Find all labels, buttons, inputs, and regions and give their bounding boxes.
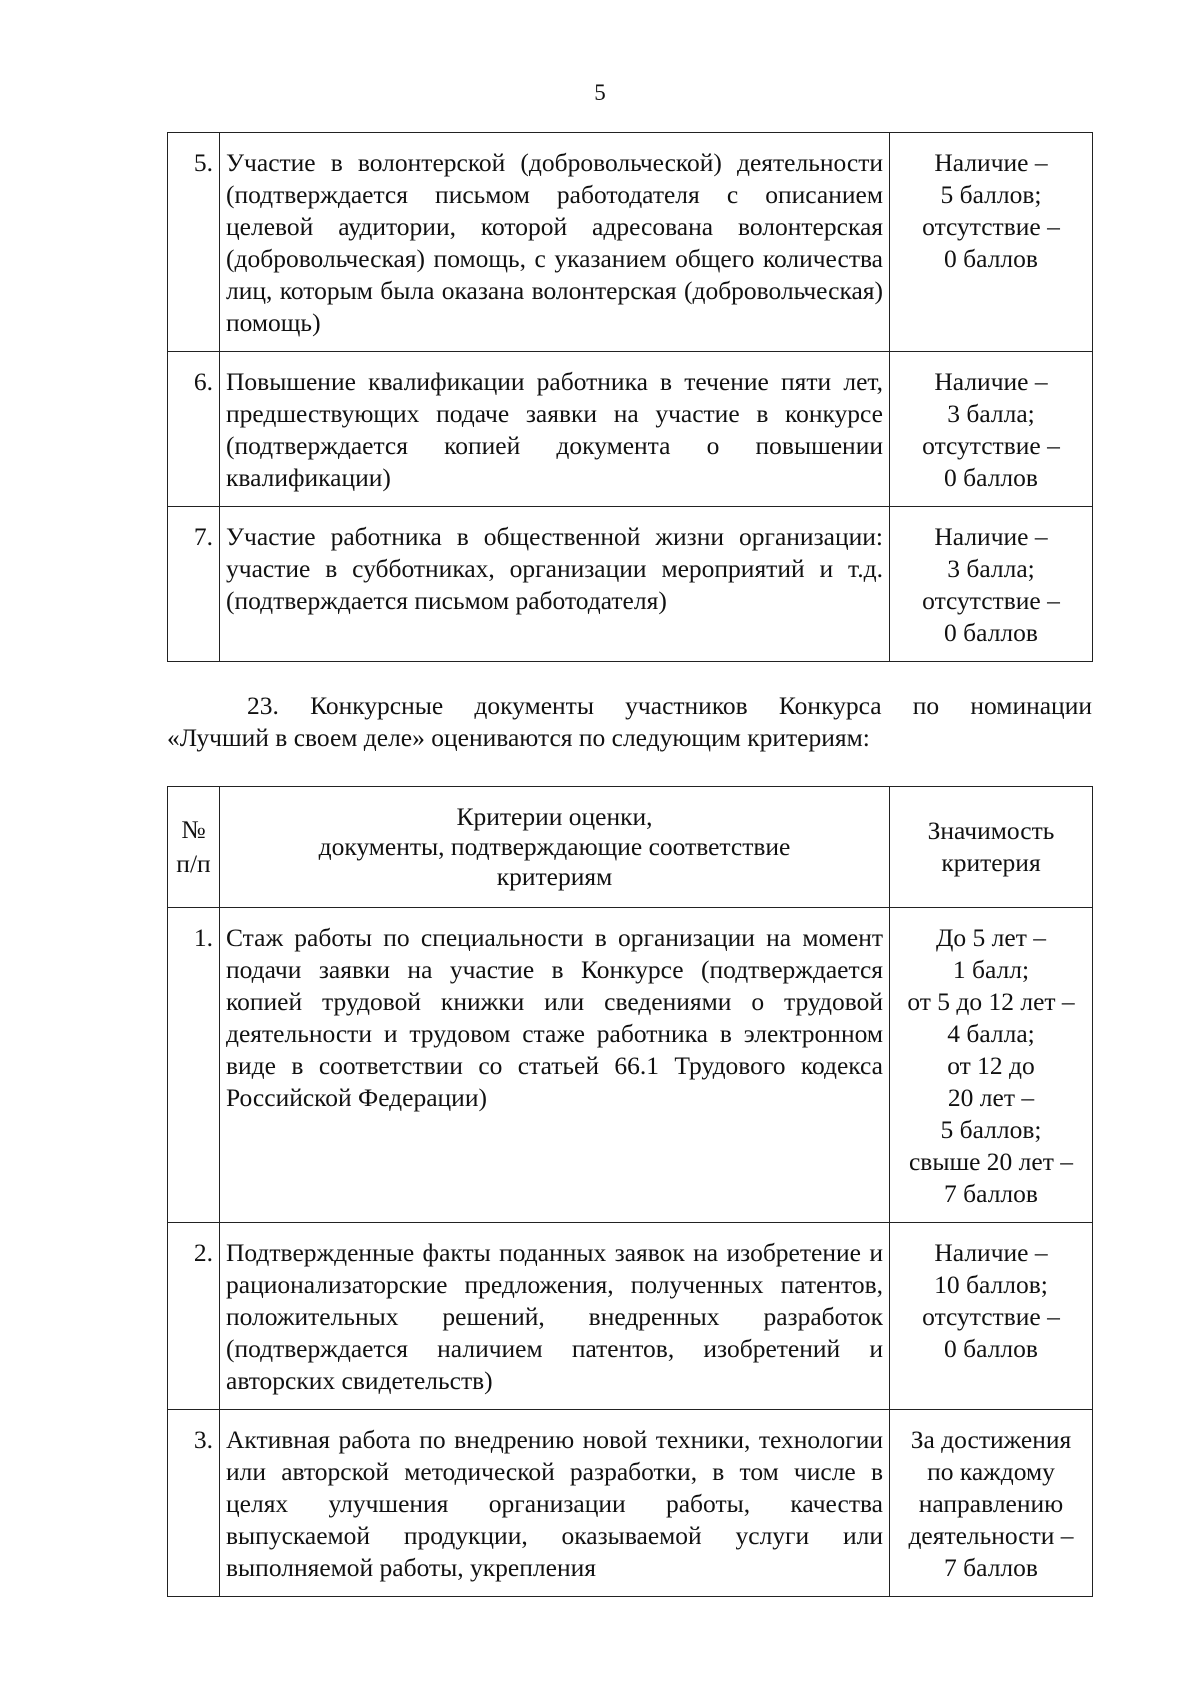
row-number: 3. <box>168 1410 220 1597</box>
header-criteria <box>220 787 890 908</box>
header-number <box>168 787 220 908</box>
score-line: 3 балла; <box>947 554 1035 583</box>
criteria-text: Активная работа по внедрению новой техники, технологии или авторской методической разработки, в том числе в целях улучшения организации работы, качества выпускаемой продукции, оказываемой услуги или выполняемой работы, укрепления <box>220 1410 890 1597</box>
table-row <box>168 1223 1093 1410</box>
score-line: 0 баллов <box>944 463 1038 492</box>
score-line: 0 баллов <box>944 244 1038 273</box>
header-line: № <box>181 815 206 844</box>
row-number: 5. <box>168 133 220 352</box>
header-line: Критерии оценки, <box>456 802 653 831</box>
table-row <box>168 352 1093 507</box>
score-line: 0 баллов <box>944 618 1038 647</box>
score-line: До 5 лет – <box>936 923 1046 952</box>
score-line: 5 баллов; <box>940 1115 1042 1144</box>
score-line: 20 лет – <box>947 1083 1035 1112</box>
score-line: Наличие – <box>934 522 1048 551</box>
score-line: 7 баллов <box>944 1179 1038 1208</box>
score-line: Наличие – <box>934 1238 1048 1267</box>
score-line: деятельности – <box>908 1521 1074 1550</box>
header-line: критериям <box>496 862 613 891</box>
score-line: от 12 до <box>947 1051 1035 1080</box>
row-number: 6. <box>168 352 220 507</box>
score-line: по каждому <box>927 1457 1055 1486</box>
criteria-text: Участие в волонтерской (добровольческой) деятельности (подтверждается письмом работодателя с описанием целевой аудитории, которой адресована волонтерская (добровольческая) помощь, с указанием общего количества лиц, которым была оказана волонтерская (добровольческая) помощь) <box>220 133 890 352</box>
table-row <box>168 1410 1093 1597</box>
score-cell <box>890 1410 1093 1597</box>
header-line: документы, подтверждающие соответствие <box>318 832 791 861</box>
criteria-table-best-in-profession <box>167 786 1093 1597</box>
row-number: 2. <box>168 1223 220 1410</box>
score-line: 4 балла; <box>947 1019 1035 1048</box>
header-line: Значимость <box>927 816 1055 845</box>
header-line: п/п <box>176 849 211 878</box>
score-cell <box>890 908 1093 1223</box>
header-score <box>890 787 1093 908</box>
score-line: 3 балла; <box>947 399 1035 428</box>
score-line: отсутствие – <box>922 1302 1060 1331</box>
paragraph-line: 23. Конкурсные документы участников Конкурса по номинации <box>247 691 1092 720</box>
table-row <box>168 133 1093 352</box>
score-line: направлению <box>918 1489 1064 1518</box>
row-number: 7. <box>168 507 220 662</box>
score-line: 5 баллов; <box>940 180 1042 209</box>
criteria-text: Участие работника в общественной жизни организации: участие в субботниках, организации мероприятий и т.д. (подтверждается письмом работодателя) <box>220 507 890 662</box>
score-cell <box>890 352 1093 507</box>
paragraph-line: «Лучший в своем деле» оцениваются по следующим критериям: <box>167 723 870 752</box>
score-line: отсутствие – <box>922 431 1060 460</box>
score-line: Наличие – <box>934 148 1048 177</box>
score-line: 10 баллов; <box>934 1270 1048 1299</box>
criteria-table-continued <box>167 132 1093 662</box>
score-line: свыше 20 лет – <box>908 1147 1073 1176</box>
table-row <box>168 908 1093 1223</box>
table-header-row <box>168 787 1093 908</box>
page-number: 5 <box>594 80 606 105</box>
criteria-text: Подтвержденные факты поданных заявок на изобретение и рационализаторские предложения, полученных патентов, положительных решений, внедренных разработок (подтверждается наличием патентов, изобретений и авторских свидетельств) <box>220 1223 890 1410</box>
score-line: Наличие – <box>934 367 1048 396</box>
score-line: За достижения <box>910 1425 1072 1454</box>
section-paragraph <box>167 690 1092 754</box>
criteria-text: Стаж работы по специальности в организации на момент подачи заявки на участие в Конкурсе (подтверждается копией трудовой книжки или сведениями о трудовой деятельности и трудовом стаже работника в электронном виде в соответствии со статьей 66.1 Трудового кодекса Российской Федерации) <box>220 908 890 1223</box>
score-line: отсутствие – <box>922 212 1060 241</box>
header-line: критерия <box>941 848 1041 877</box>
criteria-text: Повышение квалификации работника в течение пяти лет, предшествующих подаче заявки на участие в конкурсе (подтверждается копией документа о повышении квалификации) <box>220 352 890 507</box>
table-row <box>168 507 1093 662</box>
score-cell <box>890 1223 1093 1410</box>
score-cell <box>890 507 1093 662</box>
score-line: 1 балл; <box>952 955 1030 984</box>
score-cell <box>890 133 1093 352</box>
score-line: 7 баллов <box>944 1553 1038 1582</box>
score-line: 0 баллов <box>944 1334 1038 1363</box>
row-number: 1. <box>168 908 220 1223</box>
score-line: от 5 до 12 лет – <box>907 987 1075 1016</box>
score-line: отсутствие – <box>922 586 1060 615</box>
